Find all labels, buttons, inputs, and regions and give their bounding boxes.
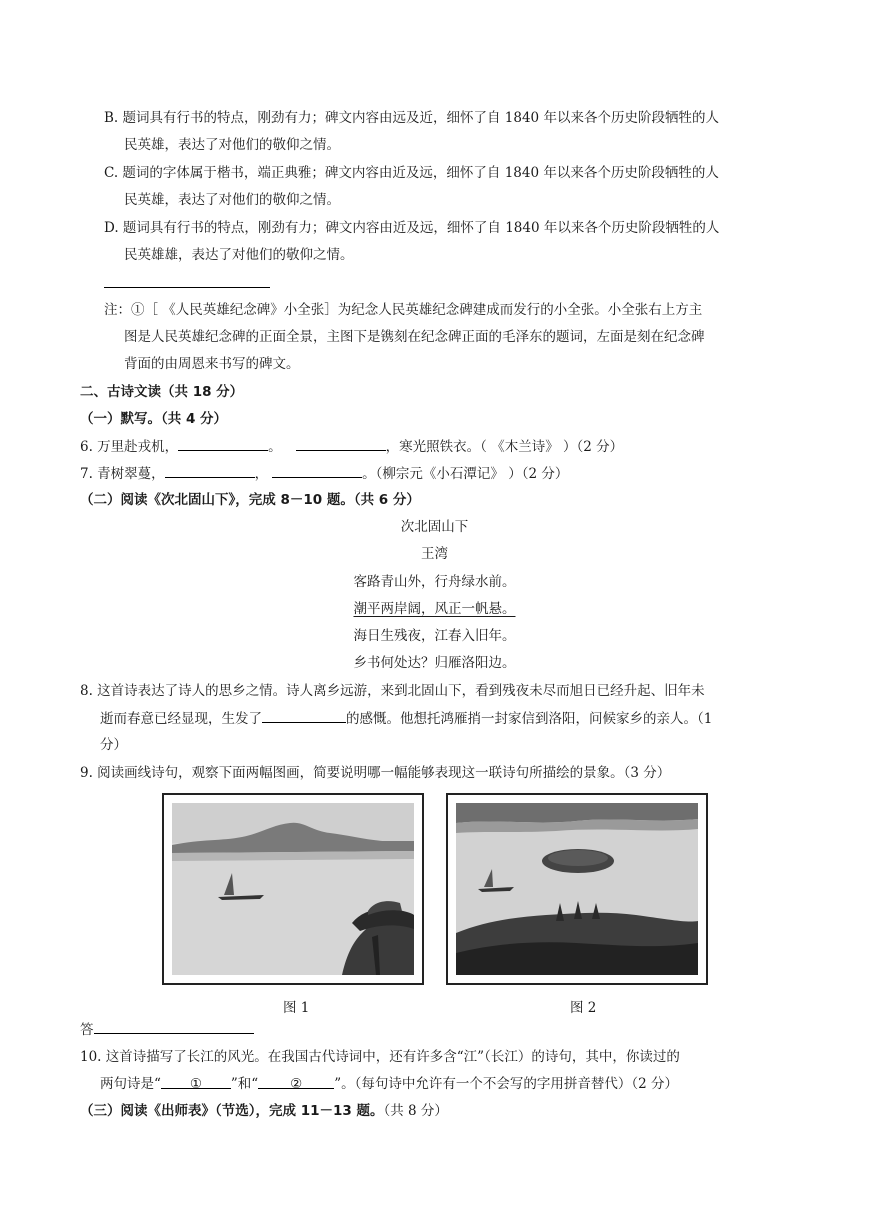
part3-title: （三）阅读《出师表》（节选），完成 11－13 题。 bbox=[80, 1103, 384, 1119]
part3-title-line bbox=[80, 1101, 448, 1121]
q7-text-c: 。（柳宗元《小石潭记》 ）（2 分） bbox=[362, 466, 569, 482]
section-title: 二、古诗文读（共 18 分） bbox=[80, 384, 244, 400]
q10-blank-1-marker: ① bbox=[189, 1076, 202, 1092]
q10-text-b: ”和“ bbox=[230, 1076, 259, 1092]
q6-text-b: 。 bbox=[268, 439, 282, 455]
q7-blank-1[interactable] bbox=[165, 463, 255, 478]
q9-answer bbox=[80, 1019, 254, 1040]
q9-answer-blank[interactable] bbox=[94, 1019, 254, 1034]
figure-2-landscape-image bbox=[456, 803, 698, 975]
note-line3: 背面的由周恩来书写的碑文。 bbox=[124, 356, 300, 372]
q6-text-a: 6. 万里赴戎机， bbox=[80, 439, 179, 455]
q10-blank-2-marker: ② bbox=[290, 1076, 303, 1092]
q8-line1: 8. 这首诗表达了诗人的思乡之情。诗人离乡远游，来到北固山下，看到残夜未尽而旭日已经升起、旧年未 bbox=[80, 683, 705, 699]
q8-blank[interactable] bbox=[262, 708, 346, 723]
q8-text-b: 的感慨。他想托鸿雁捎一封家信到洛阳，问候家乡的亲人。（1 bbox=[346, 711, 713, 727]
poem-author: 王湾 bbox=[421, 546, 448, 562]
q10-blank-1[interactable] bbox=[161, 1074, 231, 1092]
poem-line-2: 潮平两岸阔，风正一帆悬。 bbox=[353, 601, 516, 617]
figure-1-frame bbox=[162, 793, 424, 985]
q10-text-a: 两句诗是“ bbox=[100, 1076, 161, 1092]
q6-text-c: ，寒光照铁衣。（ 《木兰诗》 ）（2 分） bbox=[385, 439, 624, 455]
part3-score: （共 8 分） bbox=[383, 1103, 448, 1119]
q9-text: 9. 阅读画线诗句，观察下面两幅图画，简要说明哪一幅能够表现这一联诗句所描绘的景象。（3 分） bbox=[80, 765, 671, 781]
q7-text-b: ， bbox=[254, 466, 269, 482]
note-line1: 注：①［ 《人民英雄纪念碑》小全张］为纪念人民英雄纪念碑建成而发行的小全张。小全张右上方主 bbox=[104, 302, 703, 318]
q10-line1: 10. 这首诗描写了长江的风光。在我国古代诗词中，还有许多含“江”（长江）的诗句，其中，你读过的 bbox=[80, 1049, 680, 1065]
question-7 bbox=[80, 463, 568, 484]
figure-1-landscape-image bbox=[172, 803, 414, 975]
q7-text-a: 7. 青树翠蔓， bbox=[80, 466, 165, 482]
q7-blank-2[interactable] bbox=[272, 463, 362, 478]
q8-text-a: 逝而春意已经显现，生发了 bbox=[100, 711, 262, 727]
part2-title: （二）阅读《次北固山下》，完成 8－10 题。（共 6 分） bbox=[80, 492, 420, 508]
figure-1-caption: 图 1 bbox=[283, 1000, 310, 1016]
part1-title: （一）默写。（共 4 分） bbox=[80, 411, 228, 427]
poem-line-2-wrap bbox=[0, 599, 869, 619]
q6-blank-2[interactable] bbox=[296, 436, 386, 451]
footnote-divider bbox=[104, 287, 270, 288]
option-c-line1: C. 题词的字体属于楷书，端正典雅；碑文内容由近及远，细怀了自 1840 年以来各个历史阶段牺牲的人 bbox=[104, 165, 719, 181]
poem-line-3: 海日生残夜，江春入旧年。 bbox=[353, 628, 516, 644]
poem-line-1: 客路青山外，行舟绿水前。 bbox=[353, 574, 516, 590]
q8-line3: 分） bbox=[100, 737, 127, 753]
option-d-line2: 民英雄雄，表达了对他们的敬仰之情。 bbox=[124, 247, 354, 263]
option-d-line1: D. 题词具有行书的特点，刚劲有力；碑文内容由近及远，细怀了自 1840 年以来各个历史阶段牺牲的人 bbox=[104, 220, 720, 236]
q8-line2 bbox=[100, 708, 712, 729]
option-c-line2: 民英雄，表达了对他们的敬仰之情。 bbox=[124, 192, 340, 208]
question-6 bbox=[80, 436, 623, 457]
note-line2: 图是人民英雄纪念碑的正面全景，主图下是镌刻在纪念碑正面的毛泽东的题词，左面是刻在纪念碑 bbox=[124, 329, 705, 345]
q10-blank-2[interactable] bbox=[258, 1074, 334, 1092]
option-b-line1: B. 题词具有行书的特点，刚劲有力；碑文内容由远及近，细怀了自 1840 年以来各个历史阶段牺牲的人 bbox=[104, 110, 719, 126]
q10-line2 bbox=[100, 1074, 678, 1094]
figure-2-frame bbox=[446, 793, 708, 985]
poem-line-4: 乡书何处达？归雁洛阳边。 bbox=[353, 655, 516, 671]
figure-2-caption: 图 2 bbox=[570, 1000, 597, 1016]
q10-text-c: ”。（每句诗中允许有一个不会写的字用拼音替代）（2 分） bbox=[334, 1076, 678, 1092]
poem-title: 次北固山下 bbox=[400, 519, 469, 535]
option-b-line2: 民英雄，表达了对他们的敬仰之情。 bbox=[124, 137, 340, 153]
q6-blank-1[interactable] bbox=[178, 436, 268, 451]
answer-label: 答 bbox=[80, 1022, 94, 1038]
